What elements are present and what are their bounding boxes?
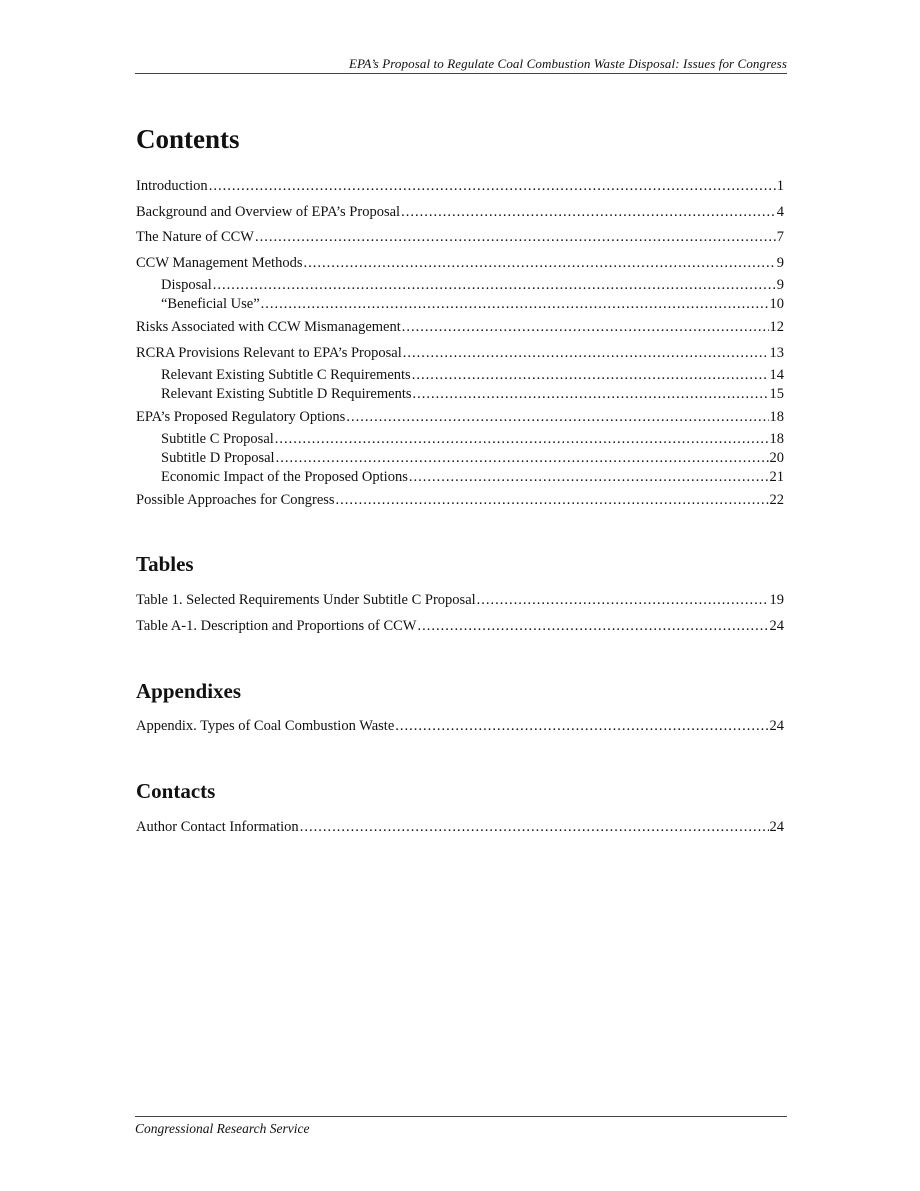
running-header [135,54,787,74]
dot-leader [300,818,769,836]
toc-label: CCW Management Methods [136,255,303,271]
document-title: EPA’s Proposal to Regulate Coal Combustion Waste Disposal: Issues for Congress [348,56,787,71]
contacts-heading: Contacts [136,779,216,803]
toc-page-number: 18 [769,409,784,425]
toc-page-number: 20 [769,450,784,466]
toc-entry-subtitle-d-proposal[interactable] [161,449,784,467]
toc-entry-subtitle-c-proposal[interactable] [161,430,784,448]
appendixes-heading: Appendixes [136,679,242,703]
toc-entry-subtitle-c-requirements[interactable] [161,366,784,384]
dot-leader [402,318,769,336]
toc-page-number: 12 [769,319,784,335]
dot-leader [209,177,776,195]
toc-entry-economic-impact[interactable] [161,468,784,486]
dot-leader [255,228,776,246]
dot-leader [403,344,769,362]
toc-page-number: 24 [769,618,784,634]
toc-page-number: 14 [769,367,784,383]
toc-page-number: 15 [769,386,784,402]
dot-leader [477,591,769,609]
contents-heading: Contents [136,124,240,154]
toc-page-number: 10 [769,296,784,312]
toc-label: The Nature of CCW [136,229,254,245]
toc-entry-beneficial-use[interactable] [161,295,784,313]
toc-label: Table 1. Selected Requirements Under Subtitle C Proposal [136,592,476,608]
dot-leader [413,385,769,403]
toc-entry-introduction[interactable] [136,177,784,195]
dot-leader [409,468,769,486]
toc-entry-management-methods[interactable] [136,254,784,272]
toc-label: Disposal [161,277,212,293]
toc-label: RCRA Provisions Relevant to EPA’s Proposal [136,345,402,361]
toc-label: Author Contact Information [136,819,299,835]
dot-leader [346,408,768,426]
toc-page-number: 13 [769,345,784,361]
toc-label: Background and Overview of EPA’s Proposal [136,204,401,220]
toc-label: Introduction [136,178,208,194]
toc-page-number: 24 [769,819,784,835]
toc-label: Table A-1. Description and Proportions of CCW [136,618,417,634]
toc-page-number: 21 [769,469,784,485]
dot-leader [276,449,769,467]
toc-page-number: 22 [769,492,784,508]
toc-entry-table-a1[interactable] [136,617,784,635]
toc-page-number: 19 [769,592,784,608]
toc-page-number: 24 [769,718,784,734]
toc-entry-author-contact[interactable] [136,818,784,836]
toc-label: Subtitle D Proposal [161,450,275,466]
toc-label: Possible Approaches for Congress [136,492,335,508]
running-footer [135,1116,787,1136]
dot-leader [401,203,776,221]
toc-label: “Beneficial Use” [161,296,260,312]
toc-page-number: 1 [776,178,784,194]
toc-page-number: 7 [776,229,784,245]
toc-label: Appendix. Types of Coal Combustion Waste [136,718,395,734]
dot-leader [417,617,768,635]
toc-label: Risks Associated with CCW Mismanagement [136,319,401,335]
toc-label: EPA’s Proposed Regulatory Options [136,409,346,425]
toc-page-number: 18 [769,431,784,447]
toc-label: Subtitle C Proposal [161,431,274,447]
toc-entry-disposal[interactable] [161,276,784,294]
toc-entry-possible-approaches[interactable] [136,491,784,509]
dot-leader [213,276,776,294]
toc-label: Relevant Existing Subtitle C Requirements [161,367,411,383]
toc-entry-appendix[interactable] [136,717,784,735]
toc-entry-background[interactable] [136,203,784,221]
toc-entry-rcra-provisions[interactable] [136,344,784,362]
toc-page-number: 9 [776,255,784,271]
toc-page-number: 4 [776,204,784,220]
dot-leader [261,295,769,313]
toc-label: Relevant Existing Subtitle D Requirements [161,386,412,402]
dot-leader [336,491,769,509]
dot-leader [412,366,769,384]
toc-entry-proposed-options[interactable] [136,408,784,426]
dot-leader [275,430,769,448]
toc-label: Economic Impact of the Proposed Options [161,469,408,485]
dot-leader [395,717,768,735]
toc-entry-risks[interactable] [136,318,784,336]
footer-publisher: Congressional Research Service [135,1121,310,1136]
toc-entry-table-1[interactable] [136,591,784,609]
toc-entry-nature-of-ccw[interactable] [136,228,784,246]
tables-heading: Tables [136,552,194,576]
toc-page-number: 9 [776,277,784,293]
toc-entry-subtitle-d-requirements[interactable] [161,385,784,403]
dot-leader [303,254,775,272]
